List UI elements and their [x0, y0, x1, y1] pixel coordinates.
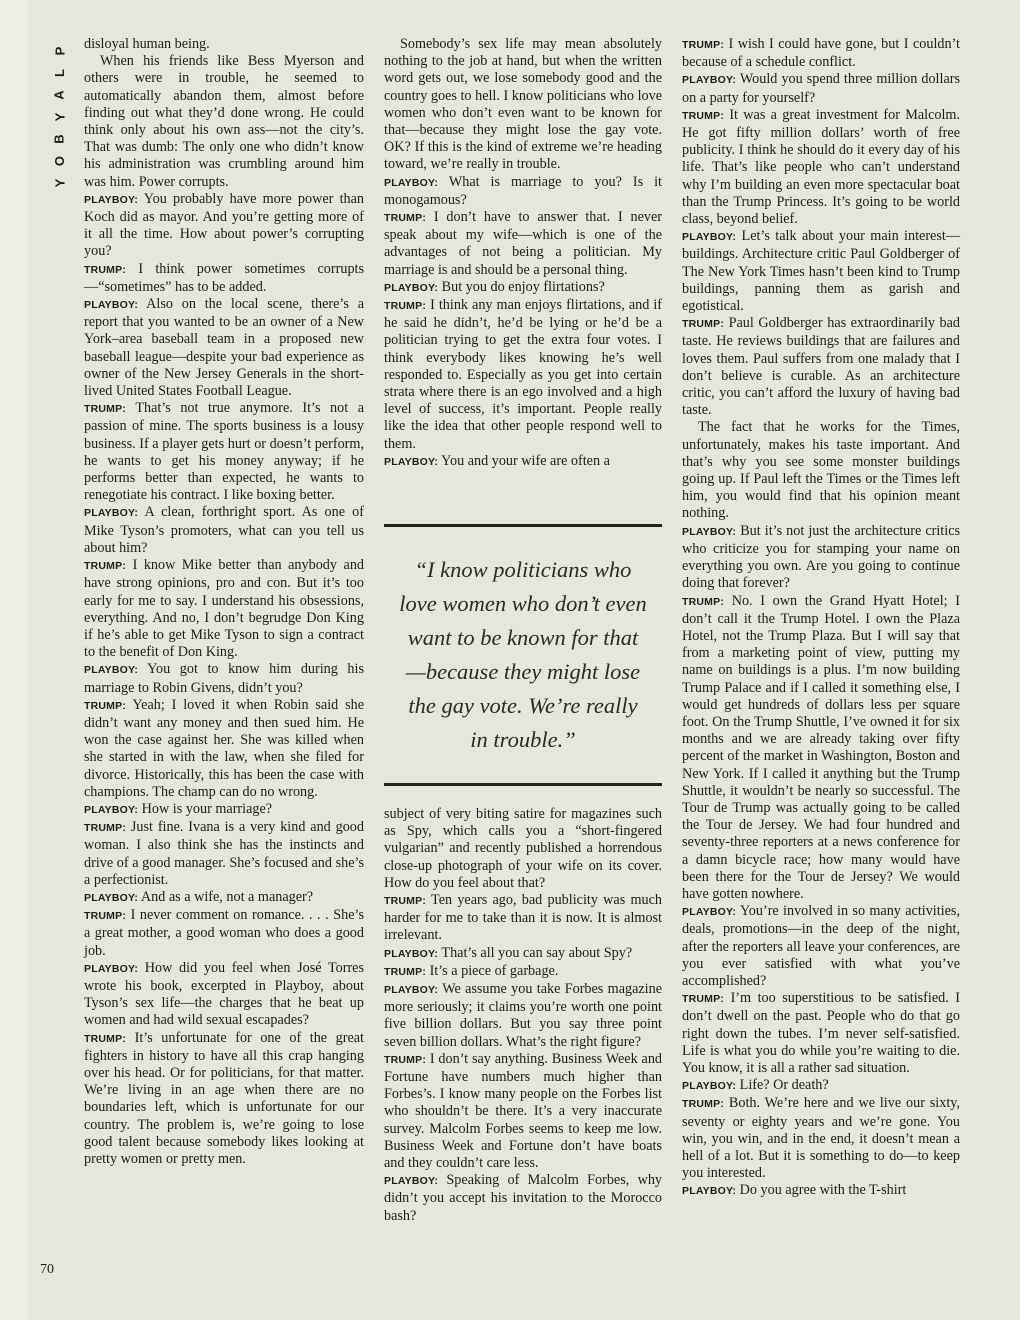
paragraph-text: How is your marriage? [141, 800, 273, 817]
speaker-label: TRUMP: [384, 895, 427, 908]
text-column-3 [682, 36, 960, 1201]
interview-paragraph [682, 523, 960, 593]
interview-paragraph [384, 981, 662, 1051]
masthead-letter: P [51, 46, 67, 56]
speaker-label: TRUMP: [384, 965, 427, 978]
interview-paragraph [84, 261, 364, 296]
interview-paragraph [84, 697, 364, 801]
interview-paragraph [384, 1051, 662, 1172]
speaker-label: TRUMP: [84, 560, 127, 573]
paragraph-text: I’m too superstitious to be satisfied. I don’t dwell on the past. People who do that go right down the tubes. I’m never self-satisfied. Life is what you do while you’re waiting to die. You know, it is all a rather sad situation. [682, 990, 961, 1076]
speaker-label: PLAYBOY: [682, 906, 737, 919]
paragraph-text: Just fine. Ivana is a very kind and good woman. I also think she has the instincts and drive of a good manager. She’s focused and she’s a perfectionist. [84, 819, 364, 888]
indented-paragraph: The fact that he works for the Times, unfortunately, makes his taste important. And that’s why you see some monster buildings going up. If Paul left the Times or the Times left him, you would find that his opinion meant nothing. [682, 419, 960, 522]
paragraph-text: I don’t say anything. Business Week and Fortune have numbers much higher than Forbes’s. I know many people on the Forbes list who shouldn’t be there. It’s a very inaccurate survey. Malcolm Forbes seems to keep me low. Business Week and Fortune don’t have boats and they couldn’t care less. [384, 1050, 663, 1172]
indented-paragraph: Somebody’s sex life may mean absolutely nothing to the job at hand, but when the written word gets out, we lose somebody good and the country goes to hell. I know politicians who love women who don’t even want to be known for that—because they might lose the gay vote. OK? If this is the kind of extreme we’re heading toward, we’re really in trouble. [384, 36, 662, 173]
speaker-label: TRUMP: [84, 263, 127, 276]
interview-paragraph [84, 504, 364, 557]
masthead-letter: Y [51, 178, 67, 188]
speaker-label: TRUMP: [384, 300, 427, 313]
text-column-2-bottom [384, 806, 662, 1225]
paragraph-text: But you do enjoy flirtations? [441, 278, 605, 295]
paragraph-text: You probably have more power than Koch did as mayor. And you’re getting more of it all the time. How about power’s corrupting you? [84, 190, 364, 260]
interview-paragraph [84, 296, 364, 400]
interview-paragraph [84, 960, 364, 1030]
paragraph-text: I know Mike better than anybody and have strong opinions, pro and con. But it’s too early for me to say. I understand his obsessions, everything. And no, I don’t begrudge Don King if he’s able to get Mike Tyson to sign a contract to the benefit of Don King. [84, 557, 365, 661]
paragraph-text: Speaking of Malcolm Forbes, why didn’t you accept his invitation to the Morocco bash? [384, 1172, 663, 1224]
speaker-label: PLAYBOY: [84, 891, 139, 904]
interview-paragraph [84, 819, 364, 889]
masthead-letter: A [51, 90, 67, 100]
speaker-label: PLAYBOY: [682, 525, 737, 538]
paragraph-text: I don’t have to answer that. I never speak about my wife—which is one of the advantages of not being a politician. My marriage is and should be a personal thing. [384, 209, 662, 278]
speaker-label: PLAYBOY: [84, 193, 139, 206]
speaker-label: TRUMP: [682, 595, 725, 608]
speaker-label: TRUMP: [84, 822, 127, 835]
speaker-label: TRUMP: [84, 1032, 127, 1045]
interview-paragraph [682, 107, 960, 228]
paragraph-text: I think power sometimes corrupts—“sometimes” has to be added. [84, 260, 364, 295]
interview-paragraph [384, 209, 662, 279]
paragraph-text: And as a wife, not a manager? [140, 888, 314, 905]
paragraph-text: It’s unfortunate for one of the great fighters in history to have all this crap hanging over his head. Or for politicians, for that matter. We’re living in an age when there are no boundaries left, which is unfortunate for our country. The problem is, we’re going to lose good talent because somebody likes looking at pretty women or pretty men. [84, 1029, 364, 1167]
paragraph-text: Both. We’re here and we live our sixty, seventy or eighty years and we’re gone. You win, you win, and in the end, it doesn’t mean a hell of a lot. But it is something to do—to keep you interested. [682, 1095, 960, 1182]
interview-paragraph [682, 71, 960, 106]
interview-paragraph [84, 661, 364, 696]
speaker-label: PLAYBOY: [384, 281, 439, 294]
interview-paragraph [384, 945, 662, 963]
speaker-label: TRUMP: [682, 993, 725, 1006]
text-column-1 [84, 36, 364, 1168]
indented-paragraph: When his friends like Bess Myerson and others were in trouble, he seemed to automatically abandon them, almost before finding out what they’d done wrong. He could think only about his own ass—not the city’s. That was dumb: The only one who didn’t know his administration was crumbling around him was him. Power corrupts. [84, 53, 364, 190]
speaker-label: TRUMP: [84, 699, 127, 712]
paragraph-text: That’s not true anymore. It’s not a passion of mine. The sports business is a lousy business. If a player gets hurt or doesn’t perform, he wants to get his money anyway; if he performs better than expected, he wants to renegotiate his contract. I like boxing better. [84, 400, 364, 504]
paragraph-text: Let’s talk about your main interest—buildings. Architecture critic Paul Goldberger of The New York Times hasn’t been kind to Trump buildings, panning them as garish and egotistical. [682, 228, 961, 315]
speaker-label: PLAYBOY: [84, 803, 139, 816]
paragraph-text: Do you agree with the T-shirt [739, 1182, 907, 1199]
paragraph-text: A clean, forthright sport. As one of Mike Tyson’s promoters, what can you tell us about him? [84, 504, 364, 556]
paragraph-text: I never comment on romance. . . . She’s a great mother, a good woman who does a good job. [84, 907, 365, 959]
speaker-label: PLAYBOY: [682, 74, 737, 87]
continued-paragraph: disloyal human being. [84, 36, 210, 52]
speaker-label: PLAYBOY: [384, 984, 439, 997]
interview-paragraph [84, 191, 364, 261]
interview-paragraph [384, 297, 662, 453]
interview-paragraph [384, 892, 662, 945]
speaker-label: TRUMP: [682, 1098, 725, 1111]
paragraph-text: It was a great investment for Malcolm. He got fifty million dollars’ worth of free publicity. I think he should do it every day of his life. That’s like people who can’t understand why I’m building an even more spectacular boat than the Trump Princess. It’s going to be world class, beyond belief. [682, 106, 961, 228]
speaker-label: TRUMP: [384, 212, 427, 225]
speaker-label: TRUMP: [84, 403, 127, 416]
speaker-label: PLAYBOY: [84, 664, 139, 677]
masthead-letter: B [51, 134, 67, 144]
speaker-label: PLAYBOY: [682, 1185, 737, 1198]
page-number: 70 [40, 1262, 54, 1277]
speaker-label: PLAYBOY: [84, 507, 139, 520]
interview-paragraph [682, 315, 960, 419]
paragraph-text: That’s all you can say about Spy? [441, 944, 633, 961]
interview-paragraph [84, 907, 364, 960]
interview-paragraph [682, 36, 960, 71]
paragraph-text: What is marriage to you? Is it monogamous? [384, 173, 662, 208]
interview-paragraph [84, 801, 364, 819]
interview-paragraph [384, 963, 662, 981]
paragraph-text: I wish I could have gone, but I couldn’t because of a schedule conflict. [682, 36, 961, 71]
masthead-letter: Y [51, 112, 67, 122]
interview-paragraph [384, 453, 662, 471]
interview-paragraph [682, 228, 960, 315]
interview-paragraph [682, 990, 960, 1077]
interview-paragraph [84, 889, 364, 907]
interview-paragraph [84, 557, 364, 661]
interview-paragraph [384, 174, 662, 209]
masthead-vertical [48, 40, 72, 194]
speaker-label: TRUMP: [682, 318, 725, 331]
interview-paragraph [384, 279, 662, 297]
pull-quote-box [384, 524, 662, 786]
speaker-label: PLAYBOY: [384, 1175, 439, 1188]
speaker-label: TRUMP: [682, 109, 725, 122]
paragraph-text: How did you feel when José Torres wrote his book, excerpted in Playboy, about Tyson’s sex life—the charges that he beat up women and had wild sexual escapades? [84, 959, 365, 1029]
interview-paragraph [84, 400, 364, 504]
paragraph-text: Yeah; I loved it when Robin said she didn’t want any money and then sued him. He won the case against her. She was killed when she started in with the law, when she filed for divorce. Historically, this has been the case with champions. The champ can do no wrong. [84, 696, 365, 800]
pull-quote: “I know politicians who love women who don’t even want to be known for that—because they might lose the gay vote. We’re really in trouble.” [399, 557, 647, 752]
speaker-label: PLAYBOY: [384, 176, 439, 189]
interview-paragraph [682, 1077, 960, 1095]
paragraph-text: Also on the local scene, there’s a report that you wanted to be an owner of a New York–area baseball team in a proposed new baseball league—despite your bad experience as owner of the New Jersey Generals in the short-lived United States Football League. [84, 296, 364, 400]
speaker-label: PLAYBOY: [682, 1080, 737, 1093]
paragraph-text: Ten years ago, bad publicity was much harder for me to take than it is now. It is almost irrelevant. [384, 892, 662, 944]
speaker-label: PLAYBOY: [384, 947, 439, 960]
masthead-letter: L [51, 69, 67, 77]
speaker-label: PLAYBOY: [84, 299, 139, 312]
paragraph-text: Would you spend three million dollars on a party for yourself? [682, 71, 960, 106]
speaker-label: PLAYBOY: [384, 455, 439, 468]
paragraph-text: But it’s not just the architecture critics who criticize you for stamping your name on everything you own. Are you going to continue doing that forever? [682, 522, 961, 592]
interview-paragraph [682, 593, 960, 904]
paragraph-text: We assume you take Forbes magazine more seriously; it claims you’re worth one point five billion dollars. But you say three point seven billion dollars. What’s the right figure? [384, 981, 663, 1050]
text-column-2-top [384, 36, 662, 471]
paragraph-text: It’s a piece of garbage. [429, 962, 559, 979]
paragraph-text: Life? Or death? [739, 1077, 829, 1094]
interview-paragraph [84, 1030, 364, 1169]
speaker-label: PLAYBOY: [682, 231, 737, 244]
paragraph-text: I think any man enjoys flirtations, and if he said he didn’t, he’d be lying or he’d be a politician trying to get the extra four votes. I think everybody likes knowing he’s well responded to. Especially as you get into certain strata where there is an ego involved and a high level of success, it’s important. People really like the idea that other people respond well to them. [384, 297, 663, 452]
interview-paragraph [682, 1182, 960, 1200]
speaker-label: TRUMP: [384, 1053, 427, 1066]
speaker-label: PLAYBOY: [84, 962, 139, 975]
speaker-label: TRUMP: [682, 39, 725, 51]
paragraph-text: No. I own the Grand Hyatt Hotel; I don’t call it the Trump Hotel. I own the Plaza Hotel, not the Trump Plaza. But I will say that from a marketing point of view, putting my name on buildings is a plus. I’m now building Trump Palace and if I called it something else, I would get hundreds of dollars less per square foot. On the Trump Shuttle, I’ve owned it for six months and we are already taking over fifty percent of the market in Washington, Boston and New York. If I called it anything but the Trump Shuttle, it wouldn’t be nearly so successful. The Tour de Trump was actually going to be called the Tour de Jersey. We had four hundred and seventy-three reporters at a news conference for a damn bicycle race; how many would have been there for the Tour de Jersey? We would have gotten nowhere. [682, 592, 961, 902]
page-edge [0, 0, 28, 1320]
continued-paragraph: subject of very biting satire for magazines such as Spy, which calls you a “short-fingered vulgarian” and recently published a horrendous close-up photograph of your wife on its cover. How do you feel about that? [384, 806, 662, 891]
interview-paragraph [384, 1172, 662, 1225]
interview-paragraph [682, 903, 960, 990]
paragraph-text: You’re involved in so many activities, deals, promotions—in the deep of the night, after the reporters all leave your conferences, are you ever satisfied with what you’ve accomplished? [682, 903, 960, 989]
masthead-letter: O [52, 155, 67, 167]
interview-paragraph [682, 1095, 960, 1182]
paragraph-text: Paul Goldberger has extraordinarily bad taste. He reviews buildings that are failures and loves them. Paul suffers from one malady that I don’t believe is curable. As an architecture critic, you can’t afford the luxury of having bad taste. [682, 315, 960, 419]
speaker-label: TRUMP: [84, 910, 127, 923]
paragraph-text: You and your wife are often a [441, 452, 610, 469]
paragraph-text: You got to know him during his marriage to Robin Givens, didn’t you? [84, 661, 364, 696]
